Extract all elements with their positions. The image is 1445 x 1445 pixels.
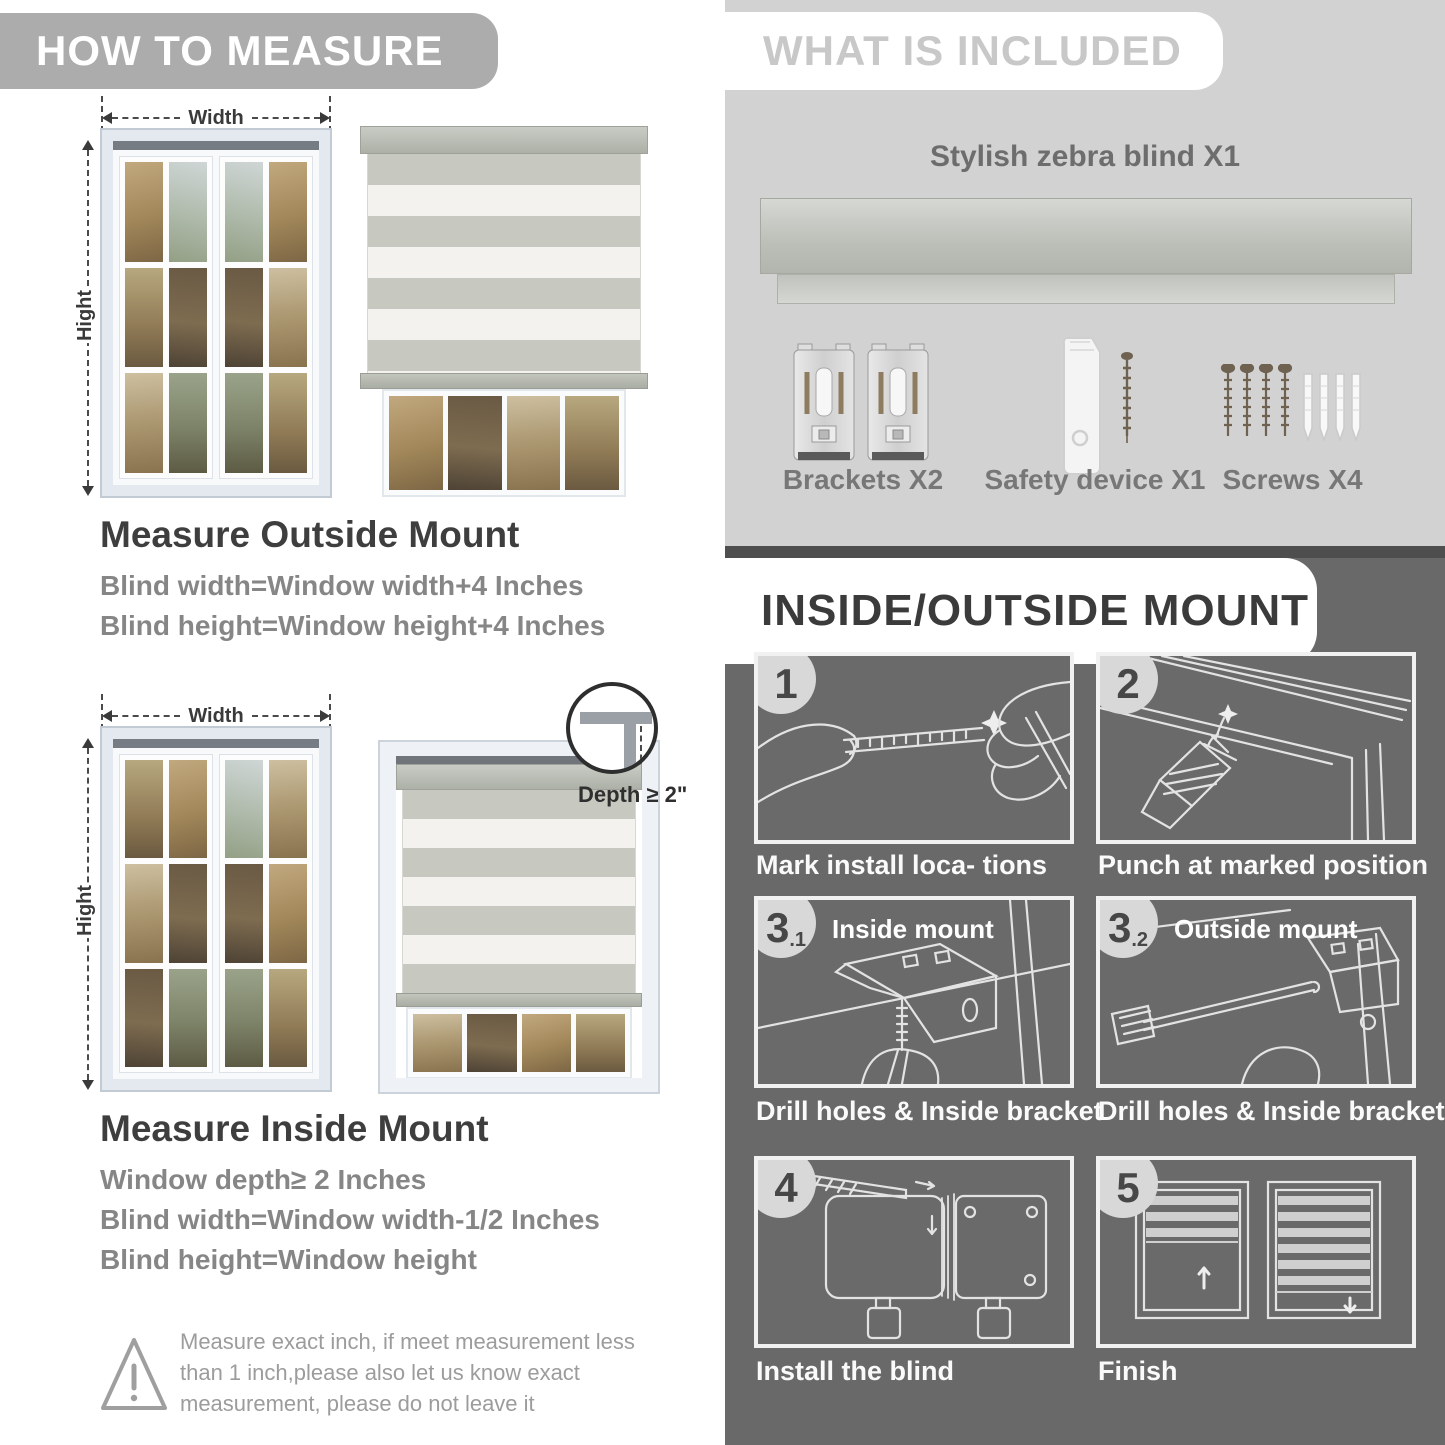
inside-outside-mount-banner: INSIDE/OUTSIDE MOUNT (725, 558, 1317, 664)
step1-panel (754, 652, 1074, 844)
window-casement (219, 156, 313, 479)
warning-line-1: Measure exact inch, if meet measurement less (180, 1329, 635, 1354)
step3-2-panel (1096, 896, 1416, 1088)
outside-mount-title: Measure Outside Mount (100, 514, 520, 555)
arrowhead-right-icon (320, 112, 330, 124)
zebra-blind-outside-illustration (360, 126, 648, 498)
blind-headrail-product (760, 198, 1412, 274)
what-is-included-banner: WHAT IS INCLUDED (725, 12, 1223, 90)
step4-caption: Install the blind (756, 1356, 955, 1386)
width-arrow-inside (102, 706, 330, 726)
window-under-blind (406, 1007, 632, 1078)
blind-fabric (402, 790, 636, 993)
width-arrow-outside (102, 108, 330, 128)
inside-formula-height: Blind height=Window height (100, 1244, 477, 1275)
arrowhead-down-icon (82, 486, 94, 496)
step1-badge: 1 (754, 652, 816, 714)
step3-2-badge: 3 .2 (1096, 896, 1158, 958)
blind-bottom-rail (396, 993, 642, 1007)
step5-badge: 5 (1096, 1156, 1158, 1218)
screw-icon (1120, 352, 1134, 444)
step3-1-panel (754, 896, 1074, 1088)
window-casement (219, 754, 313, 1073)
safety-device-icon (1058, 334, 1106, 476)
step2-panel (1096, 652, 1416, 844)
step3-2-title: Outside mount (1174, 914, 1358, 944)
outside-formula-width: Blind width=Window width+4 Inches (100, 570, 584, 601)
depth-callout-circle (566, 682, 658, 774)
step5-caption: Finish (1098, 1356, 1178, 1386)
step4-panel (754, 1156, 1074, 1348)
step2-caption: Punch at marked position (1098, 850, 1429, 880)
warning-line-3: measurement, please do not leave it (180, 1391, 535, 1416)
height-label: Hight (70, 883, 101, 938)
exclamation-triangle-icon (98, 1332, 170, 1416)
arrowhead-left-icon (102, 112, 112, 124)
blind-bottom-rail (360, 373, 648, 389)
step4-badge: 4 (754, 1156, 816, 1218)
height-label: Hight (70, 288, 101, 343)
warning-text (180, 1326, 635, 1419)
width-label: Width (180, 705, 251, 728)
inside-formula-width: Blind width=Window width-1/2 Inches (100, 1204, 600, 1235)
step2-badge: 2 (1096, 652, 1158, 714)
step5-panel (1096, 1156, 1416, 1348)
how-to-measure-banner: HOW TO MEASURE (0, 13, 498, 89)
arrowhead-left-icon (102, 710, 112, 722)
step3-1-badge: 3 .1 (754, 896, 816, 958)
warning-line-2: than 1 inch,please also let us know exact (180, 1360, 580, 1385)
step1-caption: Mark install loca- tions (756, 850, 1048, 880)
window-under-blind (382, 389, 626, 497)
zebra-blind-count-label: Stylish zebra blind X1 (929, 140, 1241, 173)
arrowhead-up-icon (82, 140, 94, 150)
blind-headrail (360, 126, 648, 154)
arrowhead-up-icon (82, 738, 94, 748)
bracket-icon (792, 342, 856, 470)
section-divider (725, 546, 1445, 558)
arrowhead-right-icon (320, 710, 330, 722)
step3-2-caption: Drill holes & Inside bracket (1098, 1096, 1445, 1126)
inside-mount-title: Measure Inside Mount (100, 1108, 489, 1149)
wall-anchors-icon (1300, 372, 1366, 444)
window-illustration-outside (100, 128, 332, 498)
inside-formula-depth: Window depth≥ 2 Inches (100, 1164, 427, 1195)
window-illustration-inside (100, 726, 332, 1092)
width-label: Width (180, 107, 251, 130)
window-casement (119, 156, 213, 479)
screws-label: Screws X4 (1222, 464, 1363, 495)
depth-label: Depth ≥ 2" (578, 782, 688, 807)
window-casement (119, 754, 213, 1073)
step3-1-caption: Drill holes & Inside bracket (756, 1096, 1103, 1126)
step3-1-title: Inside mount (832, 914, 994, 944)
blind-fabric (367, 154, 641, 373)
brackets-label: Brackets X2 (782, 464, 944, 495)
safety-device-label: Safety device X1 (984, 464, 1206, 495)
bracket-icon (866, 342, 930, 470)
arrowhead-down-icon (82, 1080, 94, 1090)
screws-icon (1220, 364, 1298, 444)
outside-formula-height: Blind height=Window height+4 Inches (100, 610, 606, 641)
blind-headrail-lower (777, 274, 1395, 304)
